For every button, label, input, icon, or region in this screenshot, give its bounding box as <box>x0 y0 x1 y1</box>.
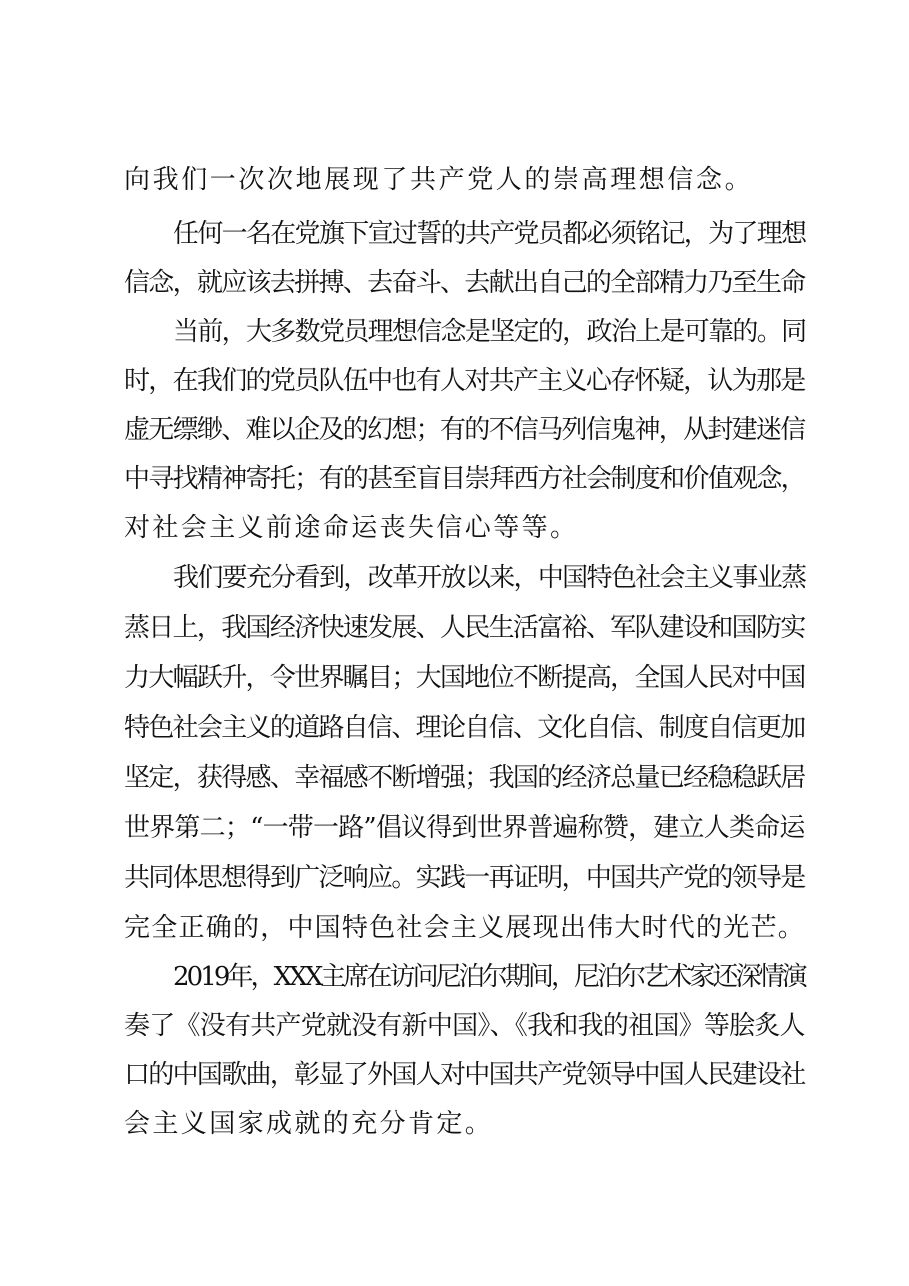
text-line-12: 特色社会主义的道路自信、理论自信、文化自信、制度自信更加 <box>124 713 805 743</box>
text-line-11: 力大幅跃升，令世界瞩目；大国地位不断提高，全国人民对中国 <box>124 663 805 693</box>
text-line-20: 会主义国家成就的充分肯定。 <box>124 1109 494 1139</box>
text-line-5: 时，在我们的党员队伍中也有人对共产主义心存怀疑，认为那是 <box>124 366 805 396</box>
text-line-8: 对社会主义前途命运丧失信心等等。 <box>124 513 579 543</box>
text-line-7: 中寻找精神寄托；有的甚至盲目崇拜西方社会制度和价值观念， <box>124 464 806 494</box>
text-line-18: 奏了《没有共产党就没有新中国》、《我和我的祖国》等脍炙人 <box>124 1011 805 1041</box>
text-line-4: 当前，大多数党员理想信念是坚定的，政治上是可靠的。同 <box>173 317 806 347</box>
text-line-3: 信念，就应该去拼搏、去奋斗、去献出自己的全部精力乃至生命 <box>124 268 805 298</box>
text-line-19: 口的中国歌曲，彰显了外国人对中国共产党领导中国人民建设社 <box>124 1060 805 1090</box>
text-line-10: 蒸日上，我国经济快速发展、人民生活富裕、军队建设和国防实 <box>124 613 805 643</box>
text-line-15: 共同体思想得到广泛响应。实践一再证明，中国共产党的领导是 <box>124 863 805 893</box>
text-line-2: 任何一名在党旗下宣过誓的共产党员都必须铭记，为了理想 <box>173 219 806 249</box>
text-line-14: 世界第二；“一带一路”倡议得到世界普遍称赞，建立人类命运 <box>124 813 805 843</box>
text-line-13: 坚定，获得感、幸福感不断增强；我国的经济总量已经稳稳跃居 <box>124 763 805 793</box>
text-line-6: 虚无缥缈、难以企及的幻想；有的不信马列信鬼神，从封建迷信 <box>124 415 805 445</box>
text-line-16: 完全正确的，中国特色社会主义展现出伟大时代的光芒。 <box>124 913 806 943</box>
text-line-9: 我们要充分看到，改革开放以来，中国特色社会主义事业蒸 <box>173 563 806 593</box>
text-line-17: 2019年，XXX主席在访问尼泊尔期间，尼泊尔艺术家还深情演 <box>173 962 805 992</box>
text-line-1: 向我们一次次地展现了共产党人的崇高理想信念。 <box>124 165 754 195</box>
